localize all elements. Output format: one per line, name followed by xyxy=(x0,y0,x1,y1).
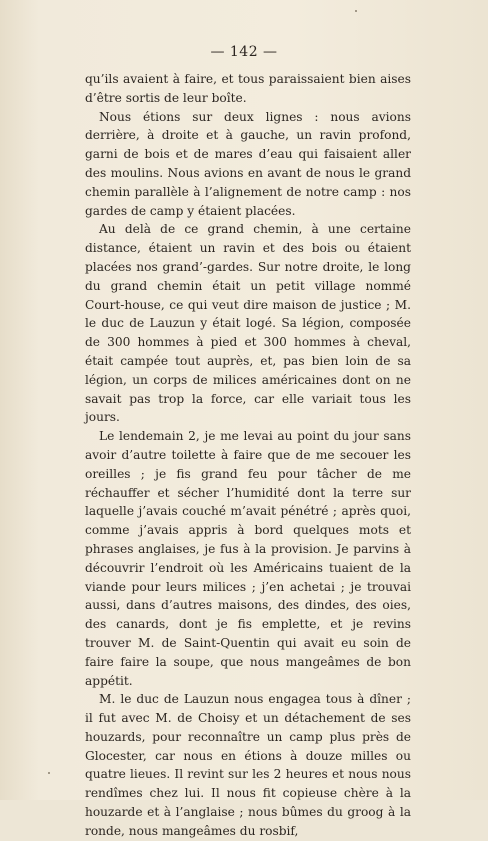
paper-speck xyxy=(355,10,357,12)
page-number: — 142 — xyxy=(210,44,278,60)
paragraph: Le lendemain 2, je me levai au point du jour sans avoir d’autre toilette à faire que de me secouer les oreilles ; je fis grand feu pour tâcher de me réchauffer et sécher l’humidité dont la terre sur laquelle j’avais couché m’avait pénétré ; après quoi, comme j’avais appris à bord quelques mots et phrases anglaises, je fus à la provision. Je parvins à découvrir l’endroit où les Américains tuaient de la viande pour leurs milices ; j’en achetai ; je trouvai aussi, dans d’autres maisons, des dindes, des oies, des canards, dont je fis emplette, et je revins trouver M. de Saint-Quentin qui avait eu soin de faire faire la soupe, que nous mangeâmes de bon appétit. xyxy=(85,429,411,688)
paragraph: M. le duc de Lauzun nous engagea tous à dîner ; il fut avec M. de Choisy et un détachement de ses houzards, pour reconnaître un camp plus près de Glocester, car nous en étions à douze milles ou quatre lieues. Il revint sur les 2 heures et nous nous rendîmes chez lui. Il nous fit copieuse chère à la houzarde et à l’anglaise ; nous bûmes du groog à la ronde, nous mangeâmes du rosbif, xyxy=(85,692,411,838)
paragraph: Nous étions sur deux lignes : nous avions derrière, à droite et à gauche, un ravin profond, garni de bois et de mares d’eau qui faisaient aller des moulins. Nous avions en avant de nous le grand chemin parallèle à l’alignement de notre camp : nos gardes de camp y étaient placées. xyxy=(85,109,411,218)
body-text xyxy=(85,70,411,841)
paragraph: Au delà de ce grand chemin, à une certaine distance, étaient un ravin et des bois ou étaient placées nos grand’-gardes. Sur notre droite, le long du grand chemin était un petit village nommé Court-house, ce qui veut dire maison de justice ; M. le duc de Lauzun y était logé. Sa légion, composée de 300 hommes à pied et 300 hommes à cheval, était campée tout auprès, et, pas bien loin de sa légion, un corps de milices américaines dont on ne savait pas trop la force, car elle variait tous les jours. xyxy=(85,222,411,425)
paragraph-continued: qu’ils avaient à faire, et tous paraissaient bien aises d’être sortis de leur boîte. xyxy=(85,72,411,105)
paper-speck xyxy=(48,772,50,774)
